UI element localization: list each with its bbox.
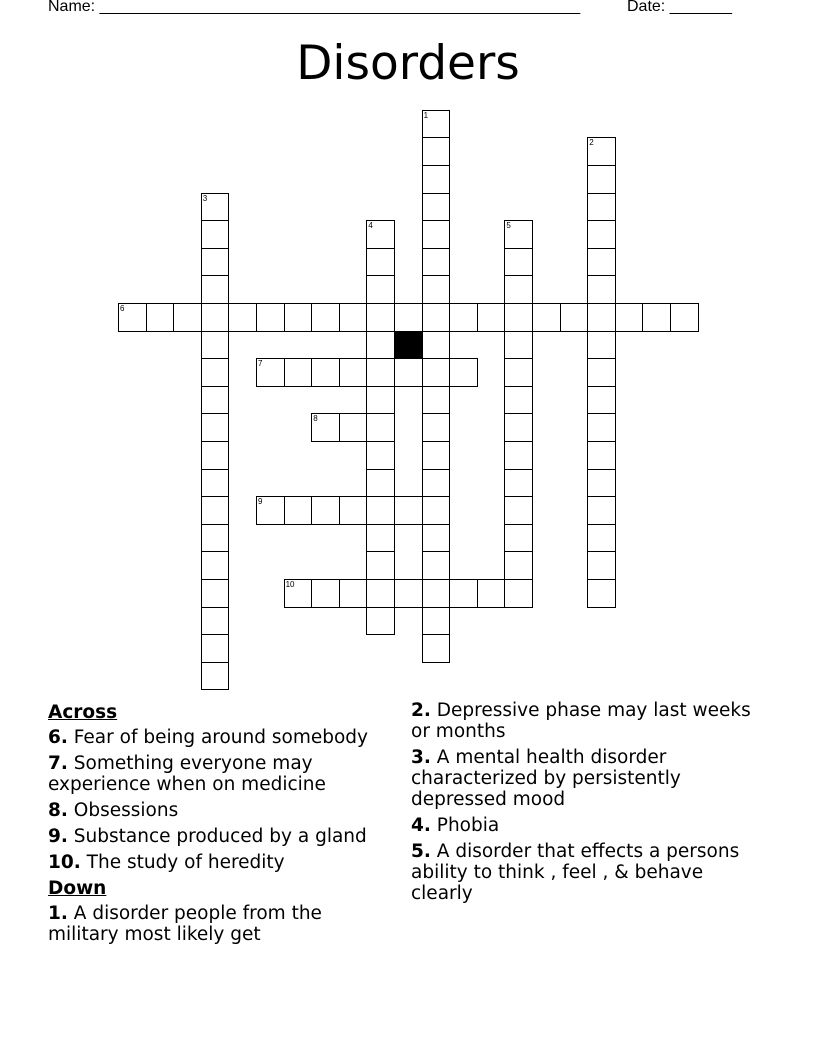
- grid-cell[interactable]: [504, 303, 533, 332]
- grid-cell[interactable]: [504, 386, 533, 415]
- clue-item: [411, 700, 756, 742]
- grid-cell[interactable]: [339, 579, 368, 608]
- grid-cell[interactable]: [311, 303, 340, 332]
- grid-cell[interactable]: [422, 413, 451, 442]
- clue-text: Fear of being around somebody: [67, 727, 368, 748]
- clues-column-right: [411, 700, 756, 909]
- grid-cell[interactable]: [449, 579, 478, 608]
- grid-cell[interactable]: [284, 303, 313, 332]
- cell-number: 2: [589, 138, 594, 148]
- grid-cell[interactable]: [587, 358, 616, 387]
- clue-number: 5.: [411, 841, 431, 862]
- grid-cell[interactable]: [587, 248, 616, 277]
- clue-number: 7.: [48, 753, 68, 774]
- grid-cell[interactable]: [422, 165, 451, 194]
- grid-cell[interactable]: [422, 634, 451, 663]
- grid-cell[interactable]: [201, 248, 230, 277]
- grid-cell[interactable]: [201, 303, 230, 332]
- grid-cell[interactable]: [366, 496, 395, 525]
- grid-cell[interactable]: [201, 524, 230, 553]
- grid-cell[interactable]: [587, 469, 616, 498]
- grid-cell[interactable]: [587, 386, 616, 415]
- grid-cell[interactable]: [201, 634, 230, 663]
- grid-cell[interactable]: [504, 524, 533, 553]
- grid-cell[interactable]: [311, 496, 340, 525]
- clue-item: [48, 903, 393, 945]
- clue-number: 6.: [48, 727, 68, 748]
- cell-number: 5: [506, 221, 511, 231]
- grid-cell[interactable]: [504, 358, 533, 387]
- grid-cell[interactable]: [366, 331, 395, 360]
- cell-number: 3: [202, 193, 208, 203]
- cell-number: 10: [285, 580, 295, 589]
- grid-cell[interactable]: [504, 579, 533, 608]
- grid-cell[interactable]: [394, 303, 423, 332]
- grid-cell[interactable]: [366, 524, 395, 553]
- grid-cell[interactable]: [394, 496, 423, 525]
- grid-cell[interactable]: [504, 331, 533, 360]
- grid-cell[interactable]: [504, 248, 533, 277]
- grid-cell[interactable]: [366, 579, 395, 608]
- grid-cell[interactable]: [587, 524, 616, 553]
- grid-cell[interactable]: [394, 358, 423, 387]
- grid-cell[interactable]: [366, 413, 395, 442]
- grid-cell[interactable]: [366, 441, 395, 470]
- clue-text: Obsessions: [67, 800, 179, 821]
- grid-cell[interactable]: [201, 358, 230, 387]
- grid-cell[interactable]: [311, 413, 340, 442]
- grid-cell[interactable]: [201, 220, 230, 249]
- cell-number: 9: [258, 497, 263, 507]
- clue-number: 2.: [411, 700, 431, 721]
- cell-number: 1: [423, 110, 429, 120]
- clue-text: A mental health disorder characterized by persistently depressed mood: [411, 747, 681, 810]
- grid-cell[interactable]: [477, 579, 506, 608]
- grid-cell[interactable]: [146, 303, 175, 332]
- clue-item: [48, 800, 393, 821]
- clue-item: [48, 852, 393, 873]
- grid-cell[interactable]: [201, 662, 230, 691]
- grid-cell[interactable]: [449, 303, 478, 332]
- grid-cell[interactable]: [201, 496, 230, 525]
- grid-cell[interactable]: [201, 469, 230, 498]
- grid-cell[interactable]: [422, 358, 451, 387]
- down-heading: Down: [48, 878, 107, 899]
- clue-text: The study of heredity: [80, 852, 285, 873]
- grid-cell[interactable]: [587, 275, 616, 304]
- clue-item: [48, 826, 393, 847]
- clue-item: [48, 753, 393, 795]
- grid-cell[interactable]: [422, 386, 451, 415]
- grid-cell[interactable]: [311, 579, 340, 608]
- clues-column-left: [48, 700, 393, 950]
- clue-number: 8.: [48, 800, 68, 821]
- grid-cell[interactable]: [201, 386, 230, 415]
- puzzle-title: Disorders: [296, 36, 520, 91]
- clue-number: 4.: [411, 815, 431, 836]
- grid-cell[interactable]: [284, 358, 313, 387]
- grid-cell[interactable]: [504, 469, 533, 498]
- grid-cell[interactable]: [449, 358, 478, 387]
- black-cell: [394, 331, 423, 360]
- grid-cell[interactable]: [504, 220, 533, 249]
- grid-cell[interactable]: [311, 358, 340, 387]
- grid-cell[interactable]: [366, 358, 395, 387]
- grid-cell[interactable]: [201, 193, 230, 222]
- cell-number: 8: [313, 414, 318, 424]
- grid-cell[interactable]: [256, 303, 285, 332]
- cell-number: 6: [120, 304, 125, 313]
- grid-cell[interactable]: [284, 496, 313, 525]
- grid-cell[interactable]: [339, 413, 368, 442]
- name-field-label: Name: ______________________________________________________: [48, 0, 581, 15]
- across-heading: Across: [48, 702, 118, 723]
- clue-item: [48, 727, 393, 748]
- grid-cell[interactable]: [422, 220, 451, 249]
- grid-cell[interactable]: [504, 413, 533, 442]
- grid-cell[interactable]: [422, 248, 451, 277]
- grid-cell[interactable]: [173, 303, 202, 332]
- grid-cell[interactable]: [504, 496, 533, 525]
- grid-cell[interactable]: [560, 303, 589, 332]
- clue-text: Phobia: [430, 815, 500, 836]
- grid-cell[interactable]: [256, 358, 285, 387]
- grid-cell[interactable]: [504, 551, 533, 580]
- grid-cell[interactable]: [642, 303, 671, 332]
- grid-cell[interactable]: [339, 303, 368, 332]
- grid-cell[interactable]: [504, 441, 533, 470]
- grid-cell[interactable]: [422, 607, 451, 636]
- grid-cell[interactable]: [394, 579, 423, 608]
- clue-text: Substance produced by a gland: [67, 826, 367, 847]
- clue-text: Depressive phase may last weeks or months: [411, 700, 751, 742]
- clue-item: [411, 841, 756, 904]
- grid-cell[interactable]: [504, 275, 533, 304]
- grid-cell[interactable]: [201, 331, 230, 360]
- grid-cell[interactable]: [366, 303, 395, 332]
- grid-cell[interactable]: [201, 441, 230, 470]
- grid-cell[interactable]: [670, 303, 699, 332]
- grid-cell[interactable]: [366, 607, 395, 636]
- grid-cell[interactable]: [366, 469, 395, 498]
- grid-cell[interactable]: [587, 331, 616, 360]
- grid-cell[interactable]: [201, 275, 230, 304]
- clue-number: 10.: [48, 852, 81, 873]
- cell-number: 4: [368, 221, 373, 231]
- grid-cell[interactable]: [228, 303, 257, 332]
- grid-cell[interactable]: [587, 165, 616, 194]
- clue-item: [411, 747, 756, 810]
- grid-cell[interactable]: [201, 607, 230, 636]
- clue-text: A disorder people from the military most likely get: [48, 903, 322, 945]
- grid-cell[interactable]: [587, 496, 616, 525]
- grid-cell[interactable]: [587, 551, 616, 580]
- grid-cell[interactable]: [422, 579, 451, 608]
- grid-cell[interactable]: [366, 248, 395, 277]
- clue-text: Something everyone may experience when on medicine: [48, 753, 326, 795]
- grid-cell[interactable]: [532, 303, 561, 332]
- grid-cell[interactable]: [587, 579, 616, 608]
- grid-cell[interactable]: [201, 579, 230, 608]
- grid-cell[interactable]: [422, 110, 451, 139]
- grid-cell[interactable]: [422, 524, 451, 553]
- grid-cell[interactable]: [422, 496, 451, 525]
- grid-cell[interactable]: [422, 469, 451, 498]
- clue-number: 1.: [48, 903, 68, 924]
- grid-cell[interactable]: [587, 413, 616, 442]
- grid-cell[interactable]: [587, 441, 616, 470]
- clue-number: 3.: [411, 747, 431, 768]
- grid-cell[interactable]: [422, 193, 451, 222]
- grid-cell[interactable]: [284, 579, 313, 608]
- date-field-label: Date: _______: [627, 0, 732, 15]
- grid-cell[interactable]: [339, 496, 368, 525]
- grid-cell[interactable]: [615, 303, 644, 332]
- clue-text: A disorder that effects a persons ability to think , feel , & behave clearly: [411, 841, 740, 904]
- grid-cell[interactable]: [201, 413, 230, 442]
- grid-cell[interactable]: [118, 303, 147, 332]
- grid-cell[interactable]: [587, 220, 616, 249]
- grid-cell[interactable]: [422, 137, 451, 166]
- grid-cell[interactable]: [366, 220, 395, 249]
- grid-cell[interactable]: [477, 303, 506, 332]
- grid-cell[interactable]: [422, 551, 451, 580]
- grid-cell[interactable]: [201, 551, 230, 580]
- clue-item: [411, 815, 756, 836]
- grid-cell[interactable]: [422, 275, 451, 304]
- grid-cell[interactable]: [587, 137, 616, 166]
- cell-number: 7: [258, 359, 263, 369]
- grid-cell[interactable]: [422, 303, 451, 332]
- grid-cell[interactable]: [366, 551, 395, 580]
- grid-cell[interactable]: [256, 496, 285, 525]
- grid-cell[interactable]: [587, 303, 616, 332]
- grid-cell[interactable]: [422, 441, 451, 470]
- grid-cell[interactable]: [366, 275, 395, 304]
- grid-cell[interactable]: [587, 193, 616, 222]
- grid-cell[interactable]: [366, 386, 395, 415]
- grid-cell[interactable]: [339, 358, 368, 387]
- clue-number: 9.: [48, 826, 68, 847]
- grid-cell[interactable]: [422, 331, 451, 360]
